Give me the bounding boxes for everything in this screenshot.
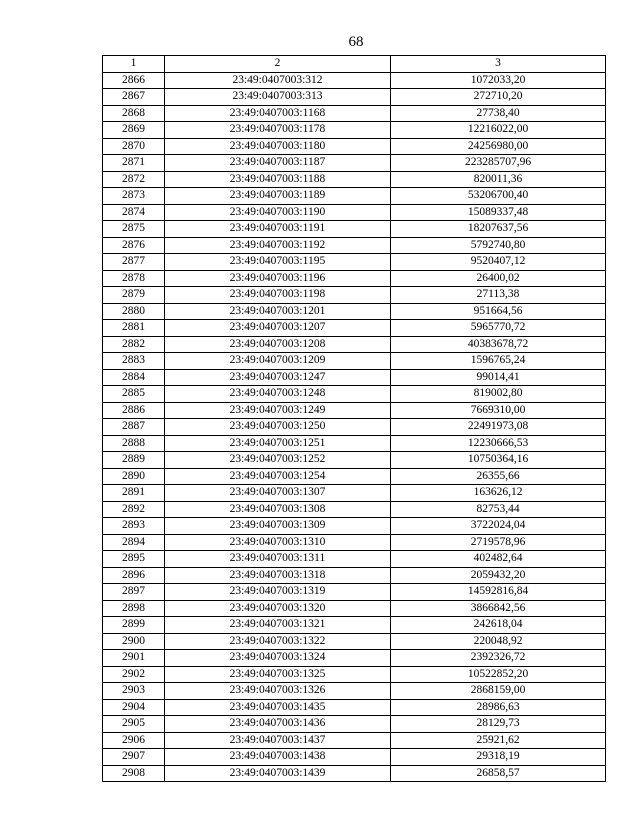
table-row <box>103 254 606 271</box>
value-cell: 99014,41 <box>391 369 606 386</box>
value-cell: 40383678,72 <box>391 336 606 353</box>
cadastral-number-cell: 23:49:0407003:1191 <box>165 221 391 238</box>
row-number-cell: 2900 <box>103 633 165 650</box>
value-cell: 28129,73 <box>391 716 606 733</box>
row-number-cell: 2906 <box>103 732 165 749</box>
table-header-row <box>103 56 606 73</box>
value-cell: 242618,04 <box>391 617 606 634</box>
table-row <box>103 666 606 683</box>
cadastral-number-cell: 23:49:0407003:1439 <box>165 765 391 782</box>
cadastral-number-cell: 23:49:0407003:1435 <box>165 699 391 716</box>
table-row <box>103 551 606 568</box>
cadastral-number-cell: 23:49:0407003:1436 <box>165 716 391 733</box>
value-cell: 12216022,00 <box>391 122 606 139</box>
value-cell: 29318,19 <box>391 749 606 766</box>
table-row <box>103 105 606 122</box>
row-number-cell: 2888 <box>103 435 165 452</box>
value-cell: 951664,56 <box>391 303 606 320</box>
value-cell: 163626,12 <box>391 485 606 502</box>
row-number-cell: 2908 <box>103 765 165 782</box>
cadastral-number-cell: 23:49:0407003:1309 <box>165 518 391 535</box>
table-row <box>103 452 606 469</box>
column-header-3: 3 <box>391 56 606 73</box>
row-number-cell: 2867 <box>103 89 165 106</box>
row-number-cell: 2889 <box>103 452 165 469</box>
table-row <box>103 138 606 155</box>
table-row <box>103 155 606 172</box>
table-row <box>103 237 606 254</box>
row-number-cell: 2866 <box>103 72 165 89</box>
row-number-cell: 2890 <box>103 468 165 485</box>
value-cell: 26400,02 <box>391 270 606 287</box>
row-number-cell: 2871 <box>103 155 165 172</box>
value-cell: 24256980,00 <box>391 138 606 155</box>
value-cell: 223285707,96 <box>391 155 606 172</box>
row-number-cell: 2875 <box>103 221 165 238</box>
cadastral-number-cell: 23:49:0407003:1201 <box>165 303 391 320</box>
table-row <box>103 419 606 436</box>
row-number-cell: 2874 <box>103 204 165 221</box>
cadastral-number-cell: 23:49:0407003:1178 <box>165 122 391 139</box>
table-row <box>103 122 606 139</box>
table-row <box>103 600 606 617</box>
row-number-cell: 2872 <box>103 171 165 188</box>
cadastral-number-cell: 23:49:0407003:1187 <box>165 155 391 172</box>
value-cell: 7669310,00 <box>391 402 606 419</box>
table-row <box>103 617 606 634</box>
row-number-cell: 2882 <box>103 336 165 353</box>
value-cell: 2868159,00 <box>391 683 606 700</box>
value-cell: 10522852,20 <box>391 666 606 683</box>
table-row <box>103 650 606 667</box>
row-number-cell: 2895 <box>103 551 165 568</box>
table-row <box>103 435 606 452</box>
value-cell: 272710,20 <box>391 89 606 106</box>
value-cell: 2059432,20 <box>391 567 606 584</box>
value-cell: 27738,40 <box>391 105 606 122</box>
cadastral-number-cell: 23:49:0407003:1254 <box>165 468 391 485</box>
cadastral-number-cell: 23:49:0407003:1196 <box>165 270 391 287</box>
table-row <box>103 336 606 353</box>
table-row <box>103 468 606 485</box>
table-row <box>103 369 606 386</box>
cadastral-number-cell: 23:49:0407003:1324 <box>165 650 391 667</box>
cadastral-number-cell: 23:49:0407003:1322 <box>165 633 391 650</box>
cadastral-number-cell: 23:49:0407003:1320 <box>165 600 391 617</box>
cadastral-number-cell: 23:49:0407003:1168 <box>165 105 391 122</box>
cadastral-number-cell: 23:49:0407003:1209 <box>165 353 391 370</box>
cadastral-number-cell: 23:49:0407003:1318 <box>165 567 391 584</box>
value-cell: 820011,36 <box>391 171 606 188</box>
table-row <box>103 89 606 106</box>
row-number-cell: 2903 <box>103 683 165 700</box>
row-number-cell: 2891 <box>103 485 165 502</box>
table-row <box>103 287 606 304</box>
cadastral-number-cell: 23:49:0407003:1192 <box>165 237 391 254</box>
table-row <box>103 221 606 238</box>
table-row <box>103 386 606 403</box>
row-number-cell: 2904 <box>103 699 165 716</box>
cadastral-number-cell: 23:49:0407003:1195 <box>165 254 391 271</box>
table-row <box>103 518 606 535</box>
row-number-cell: 2886 <box>103 402 165 419</box>
table-row <box>103 171 606 188</box>
row-number-cell: 2894 <box>103 534 165 551</box>
row-number-cell: 2877 <box>103 254 165 271</box>
value-cell: 15089337,48 <box>391 204 606 221</box>
value-cell: 22491973,08 <box>391 419 606 436</box>
table-row <box>103 303 606 320</box>
table-row <box>103 567 606 584</box>
table-row <box>103 188 606 205</box>
value-cell: 5965770,72 <box>391 320 606 337</box>
cadastral-number-cell: 23:49:0407003:1308 <box>165 501 391 518</box>
value-cell: 26355,66 <box>391 468 606 485</box>
cadastral-number-cell: 23:49:0407003:1247 <box>165 369 391 386</box>
value-cell: 28986,63 <box>391 699 606 716</box>
row-number-cell: 2902 <box>103 666 165 683</box>
cadastral-number-cell: 23:49:0407003:1180 <box>165 138 391 155</box>
value-cell: 82753,44 <box>391 501 606 518</box>
table-row <box>103 353 606 370</box>
cadastral-number-cell: 23:49:0407003:1248 <box>165 386 391 403</box>
value-cell: 402482,64 <box>391 551 606 568</box>
table-row <box>103 485 606 502</box>
cadastral-number-cell: 23:49:0407003:1326 <box>165 683 391 700</box>
table-row <box>103 716 606 733</box>
table-row <box>103 270 606 287</box>
row-number-cell: 2868 <box>103 105 165 122</box>
cadastral-number-cell: 23:49:0407003:1252 <box>165 452 391 469</box>
table-row <box>103 765 606 782</box>
row-number-cell: 2892 <box>103 501 165 518</box>
value-cell: 5792740,80 <box>391 237 606 254</box>
value-cell: 1072033,20 <box>391 72 606 89</box>
cadastral-number-cell: 23:49:0407003:1310 <box>165 534 391 551</box>
cadastral-number-cell: 23:49:0407003:1325 <box>165 666 391 683</box>
row-number-cell: 2879 <box>103 287 165 304</box>
table-row <box>103 320 606 337</box>
value-cell: 14592816,84 <box>391 584 606 601</box>
cadastral-number-cell: 23:49:0407003:1208 <box>165 336 391 353</box>
row-number-cell: 2870 <box>103 138 165 155</box>
table-row <box>103 683 606 700</box>
cadastral-number-cell: 23:49:0407003:1437 <box>165 732 391 749</box>
value-cell: 53206700,40 <box>391 188 606 205</box>
page-number: 68 <box>348 34 364 50</box>
row-number-cell: 2885 <box>103 386 165 403</box>
value-cell: 3722024,04 <box>391 518 606 535</box>
cadastral-number-cell: 23:49:0407003:1311 <box>165 551 391 568</box>
cadastral-number-cell: 23:49:0407003:1198 <box>165 287 391 304</box>
row-number-cell: 2869 <box>103 122 165 139</box>
cadastral-number-cell: 23:49:0407003:1251 <box>165 435 391 452</box>
cadastral-number-cell: 23:49:0407003:1438 <box>165 749 391 766</box>
table-row <box>103 534 606 551</box>
row-number-cell: 2887 <box>103 419 165 436</box>
table-body <box>103 72 606 782</box>
table-row <box>103 749 606 766</box>
value-cell: 2392326,72 <box>391 650 606 667</box>
cadastral-number-cell: 23:49:0407003:1307 <box>165 485 391 502</box>
value-cell: 2719578,96 <box>391 534 606 551</box>
column-header-1: 1 <box>103 56 165 73</box>
row-number-cell: 2897 <box>103 584 165 601</box>
row-number-cell: 2883 <box>103 353 165 370</box>
value-cell: 18207637,56 <box>391 221 606 238</box>
table-row <box>103 584 606 601</box>
row-number-cell: 2873 <box>103 188 165 205</box>
row-number-cell: 2898 <box>103 600 165 617</box>
row-number-cell: 2899 <box>103 617 165 634</box>
cadastral-number-cell: 23:49:0407003:1188 <box>165 171 391 188</box>
cadastral-table <box>102 55 606 782</box>
row-number-cell: 2876 <box>103 237 165 254</box>
cadastral-number-cell: 23:49:0407003:1249 <box>165 402 391 419</box>
row-number-cell: 2881 <box>103 320 165 337</box>
row-number-cell: 2901 <box>103 650 165 667</box>
row-number-cell: 2880 <box>103 303 165 320</box>
cadastral-number-cell: 23:49:0407003:1207 <box>165 320 391 337</box>
cadastral-number-cell: 23:49:0407003:1189 <box>165 188 391 205</box>
table-row <box>103 633 606 650</box>
row-number-cell: 2896 <box>103 567 165 584</box>
value-cell: 220048,92 <box>391 633 606 650</box>
cadastral-number-cell: 23:49:0407003:312 <box>165 72 391 89</box>
value-cell: 25921,62 <box>391 732 606 749</box>
cadastral-number-cell: 23:49:0407003:1190 <box>165 204 391 221</box>
table-row <box>103 72 606 89</box>
value-cell: 10750364,16 <box>391 452 606 469</box>
table-row <box>103 501 606 518</box>
row-number-cell: 2907 <box>103 749 165 766</box>
cadastral-number-cell: 23:49:0407003:1319 <box>165 584 391 601</box>
row-number-cell: 2905 <box>103 716 165 733</box>
cadastral-number-cell: 23:49:0407003:313 <box>165 89 391 106</box>
table-row <box>103 204 606 221</box>
value-cell: 27113,38 <box>391 287 606 304</box>
table-row <box>103 402 606 419</box>
table-row <box>103 732 606 749</box>
value-cell: 12230666,53 <box>391 435 606 452</box>
row-number-cell: 2878 <box>103 270 165 287</box>
cadastral-number-cell: 23:49:0407003:1321 <box>165 617 391 634</box>
value-cell: 9520407,12 <box>391 254 606 271</box>
row-number-cell: 2884 <box>103 369 165 386</box>
value-cell: 3866842,56 <box>391 600 606 617</box>
value-cell: 819002,80 <box>391 386 606 403</box>
table-row <box>103 699 606 716</box>
column-header-2: 2 <box>165 56 391 73</box>
value-cell: 26858,57 <box>391 765 606 782</box>
cadastral-number-cell: 23:49:0407003:1250 <box>165 419 391 436</box>
value-cell: 1596765,24 <box>391 353 606 370</box>
row-number-cell: 2893 <box>103 518 165 535</box>
